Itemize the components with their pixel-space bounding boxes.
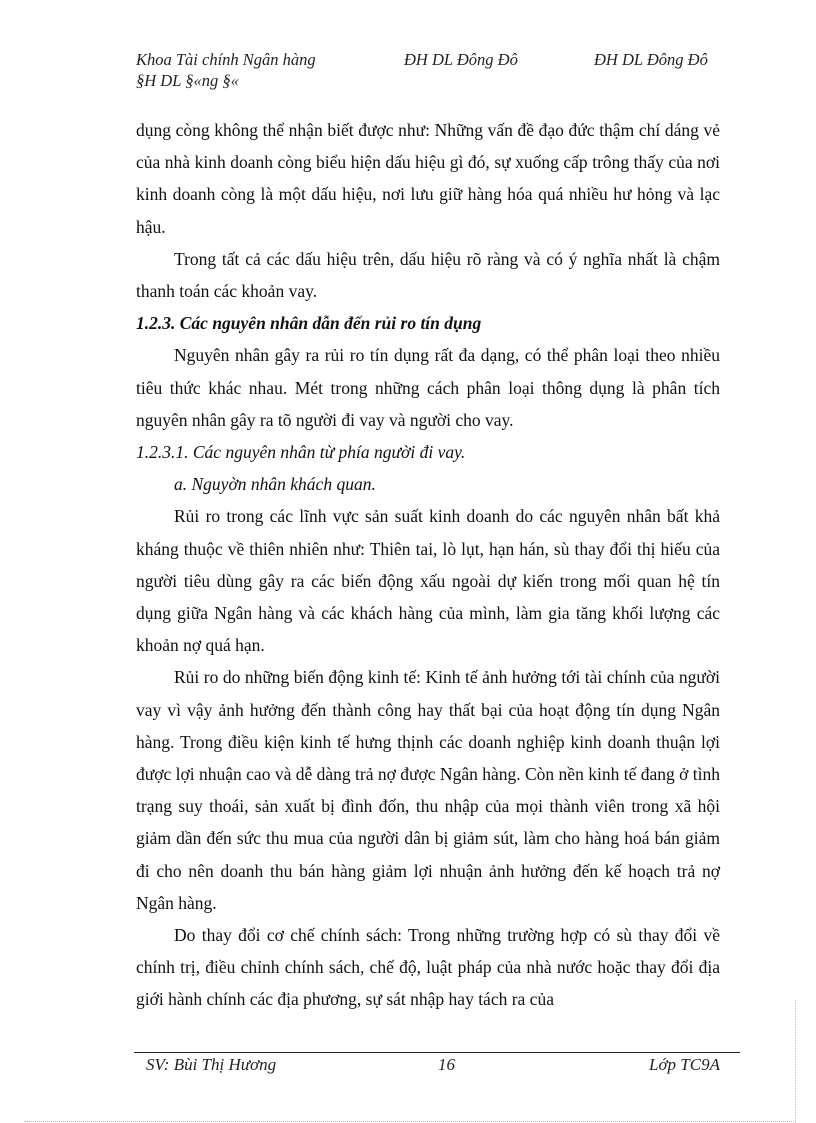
page-header bbox=[136, 50, 736, 91]
page-edge-dotted-bottom bbox=[24, 1121, 794, 1122]
header-faculty: Khoa Tài chính Ngân hàng bbox=[136, 50, 316, 69]
header-university-right: ĐH DL Đông Đô bbox=[594, 50, 708, 69]
paragraph-economic-risks: Rủi ro do những biến động kinh tế: Kinh tế ảnh hưởng tới tài chính của người vay vì vậy ảnh hưởng đến thành công hay thất bại của hoạt động tín dụng Ngân hàng. Trong điều kiện kinh tế hưng thịnh các doanh nghiệp kinh doanh thuận lợi được lợi nhuận cao và dễ dàng trả nợ được Ngân hàng. Còn nền kinh tế đang ở tình trạng suy thoái, sản xuất bị đình đốn, thu nhập của mọi thành viên trong xã hội giảm dần đến sức thu mua của người dân bị giảm sút, làm cho hàng hoá bán giảm đi cho nên doanh thu bán hàng giảm lợi nhuận ảnh hưởng đến kế hoạch trả nợ Ngân hàng. bbox=[136, 667, 720, 913]
document-body bbox=[136, 114, 720, 1016]
footer-divider bbox=[134, 1052, 740, 1053]
section-heading-1-2-3: 1.2.3. Các nguyên nhân dẫn đến rủi ro tín dụng bbox=[136, 313, 482, 334]
paragraph-signs-summary: Trong tất cả các dấu hiệu trên, dấu hiệu rõ ràng và có ý nghĩa nhất là chậm thanh toán các khoản vay. bbox=[136, 248, 720, 302]
header-university: ĐH DL Đông Đô bbox=[404, 50, 518, 69]
footer-class: Lớp TC9A bbox=[649, 1055, 720, 1074]
section-heading-1-2-3-1: 1.2.3.1. Các nguyên nhân từ phía người đi vay. bbox=[136, 442, 466, 463]
paragraph-policy-changes: Do thay đổi cơ chế chính sách: Trong những trường hợp có sù thay đổi về chính trị, điều chỉnh chính sách, chế độ, luật pháp của nhà nước hoặc thay đổi địa giới hành chính các địa phương, sự sát nhập hay tách ra của bbox=[136, 925, 720, 1010]
header-garbled-line: §H DL §«ng §« bbox=[136, 71, 239, 90]
page-edge-dotted-right bbox=[795, 1000, 796, 1123]
page-footer bbox=[146, 1055, 720, 1079]
subheading-objective-causes: a. Nguyờn nhân khách quan. bbox=[174, 474, 376, 495]
footer-page-number: 16 bbox=[438, 1055, 455, 1074]
paragraph-continuation: dụng còng không thể nhận biết được như: Những vấn đề đạo đức thậm chí dáng vẻ của nhà kinh doanh còng biểu hiện dấu hiệu gì đó, sự xuống cấp trông thấy của nơi kinh doanh còng là một dấu hiệu, nơi lưu giữ hàng hóa quá nhiều hư hỏng và lạc hậu. bbox=[136, 120, 720, 237]
paragraph-natural-risks: Rủi ro trong các lĩnh vực sản suất kinh doanh do các nguyên nhân bất khả kháng thuộc về thiên nhiên như: Thiên tai, lò lụt, hạn hán, sù thay đổi thị hiếu của người tiêu dùng gây ra các biến động xấu ngoài dự kiến trong mối quan hệ tín dụng giữa Ngân hàng và các khách hàng của mình, làm gia tăng khối lượng các khoản nợ quá hạn. bbox=[136, 506, 720, 656]
footer-student-name: SV: Bùi Thị Hương bbox=[146, 1055, 277, 1074]
paragraph-causes-intro: Nguyên nhân gây ra rủi ro tín dụng rất đa dạng, có thể phân loại theo nhiều tiêu thức khác nhau. Mét trong những cách phân loại thông dụng là phân tích nguyên nhân gây ra tõ người đi vay và người cho vay. bbox=[136, 345, 720, 430]
